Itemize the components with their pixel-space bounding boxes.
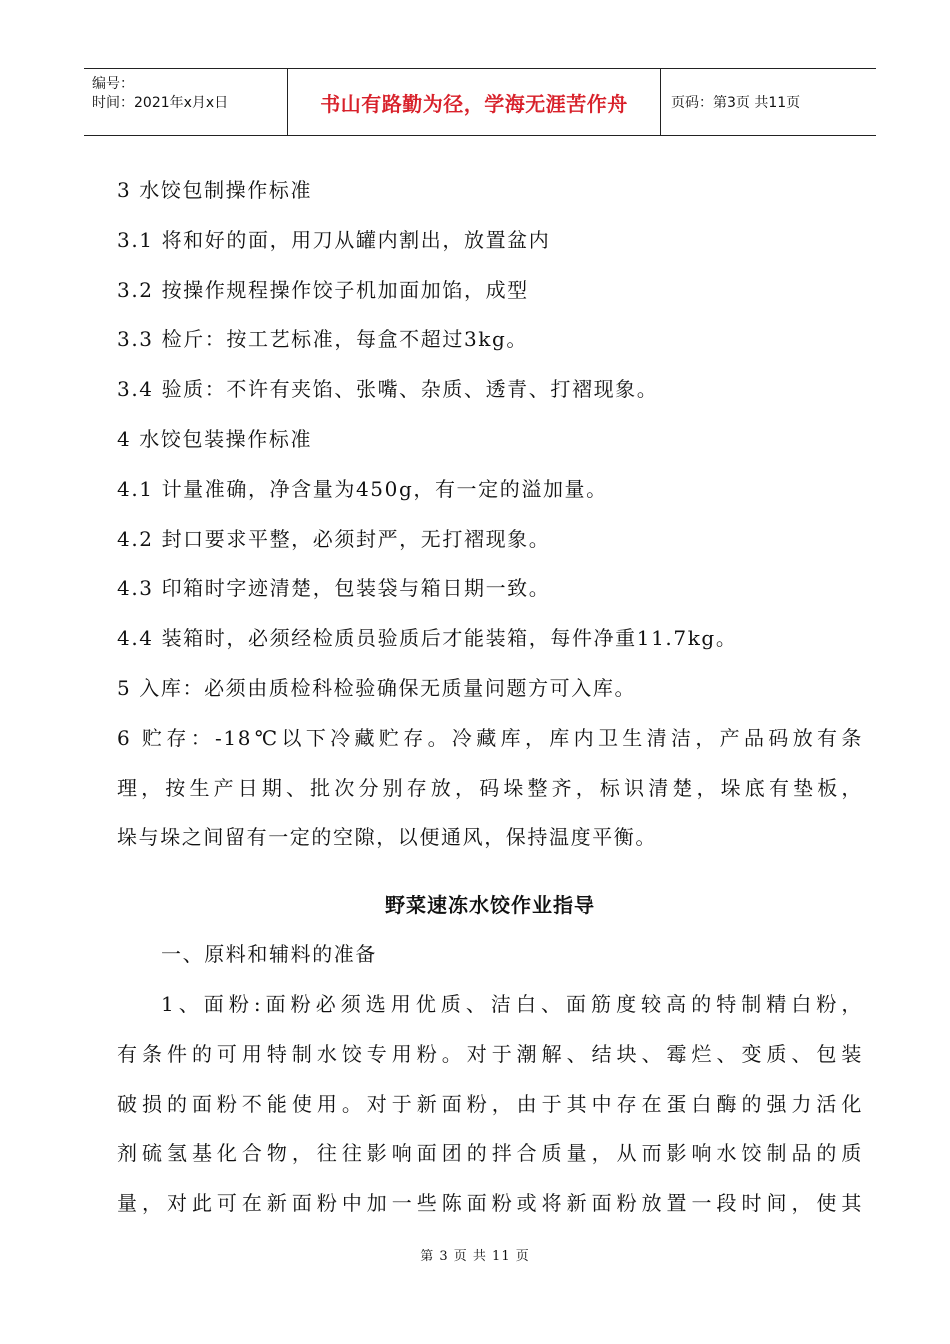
paragraph-line: 4.2 封口要求平整，必须封严，无打褶现象。 — [117, 526, 551, 551]
paragraph-line: 3.1 将和好的面，用刀从罐内割出，放置盆内 — [117, 227, 551, 252]
page-header — [84, 68, 876, 136]
paragraph-line: 量，对此可在新面粉中加一些陈面粉或将新面粉放置一段时间，使其 — [117, 1191, 863, 1216]
header-motto: 书山有路勤为径，学海无涯苦作舟 — [287, 69, 661, 135]
paragraph-line: 有条件的可用特制水饺专用粉。对于潮解、结块、霉烂、变质、包装 — [117, 1041, 863, 1066]
paragraph-line: 3.2 按操作规程操作饺子机加面加馅，成型 — [117, 277, 529, 302]
section-title: 野菜速冻水饺作业指导 — [385, 893, 595, 918]
paragraph-line: 理，按生产日期、批次分别存放，码垛整齐，标识清楚，垛底有垫板， — [117, 775, 863, 800]
document-time-label: 时间：2021年x月x日 — [92, 95, 229, 111]
paragraph-line: 3.4 验质：不许有夹馅、张嘴、杂质、透青、打褶现象。 — [117, 377, 659, 402]
paragraph-line: 4.4 装箱时，必须经检质员验质后才能装箱，每件净重11.7kg。 — [117, 626, 738, 651]
paragraph-line: 4.1 计量准确，净含量为450g，有一定的溢加量。 — [117, 476, 608, 501]
page-footer: 第 3 页 共 11 页 — [420, 1249, 530, 1264]
paragraph-line: 破损的面粉不能使用。对于新面粉，由于其中存在蛋白酶的强力活化 — [117, 1091, 863, 1116]
header-meta — [84, 69, 287, 135]
document-body — [117, 166, 863, 1229]
paragraph-line: 1、面粉:面粉必须选用优质、洁白、面筋度较高的特制精白粉， — [161, 991, 863, 1016]
paragraph-line: 4.3 印箱时字迹清楚，包装袋与箱日期一致。 — [117, 576, 551, 601]
section-heading: 4 水饺包装操作标准 — [117, 426, 313, 451]
section-heading: 3 水饺包制操作标准 — [117, 178, 313, 202]
paragraph-line: 3.3 检斤：按工艺标准，每盒不超过3kg。 — [117, 327, 529, 352]
paragraph-line: 6 贮存：-18℃以下冷藏贮存。冷藏库，库内卫生清洁，产品码放有条 — [117, 725, 863, 750]
paragraph-line: 5 入库：必须由质检科检验确保无质量问题方可入库。 — [117, 675, 637, 700]
paragraph-line: 剂硫氢基化合物，往往影响面团的拌合质量，从而影响水饺制品的质 — [117, 1141, 863, 1166]
document-number-label: 编号： — [92, 76, 134, 92]
header-page-info: 页码：第3页 共11页 — [671, 95, 801, 111]
subsection-heading: 一、原料和辅料的准备 — [161, 942, 377, 967]
paragraph-line: 垛与垛之间留有一定的空隙，以便通风，保持温度平衡。 — [117, 825, 657, 850]
